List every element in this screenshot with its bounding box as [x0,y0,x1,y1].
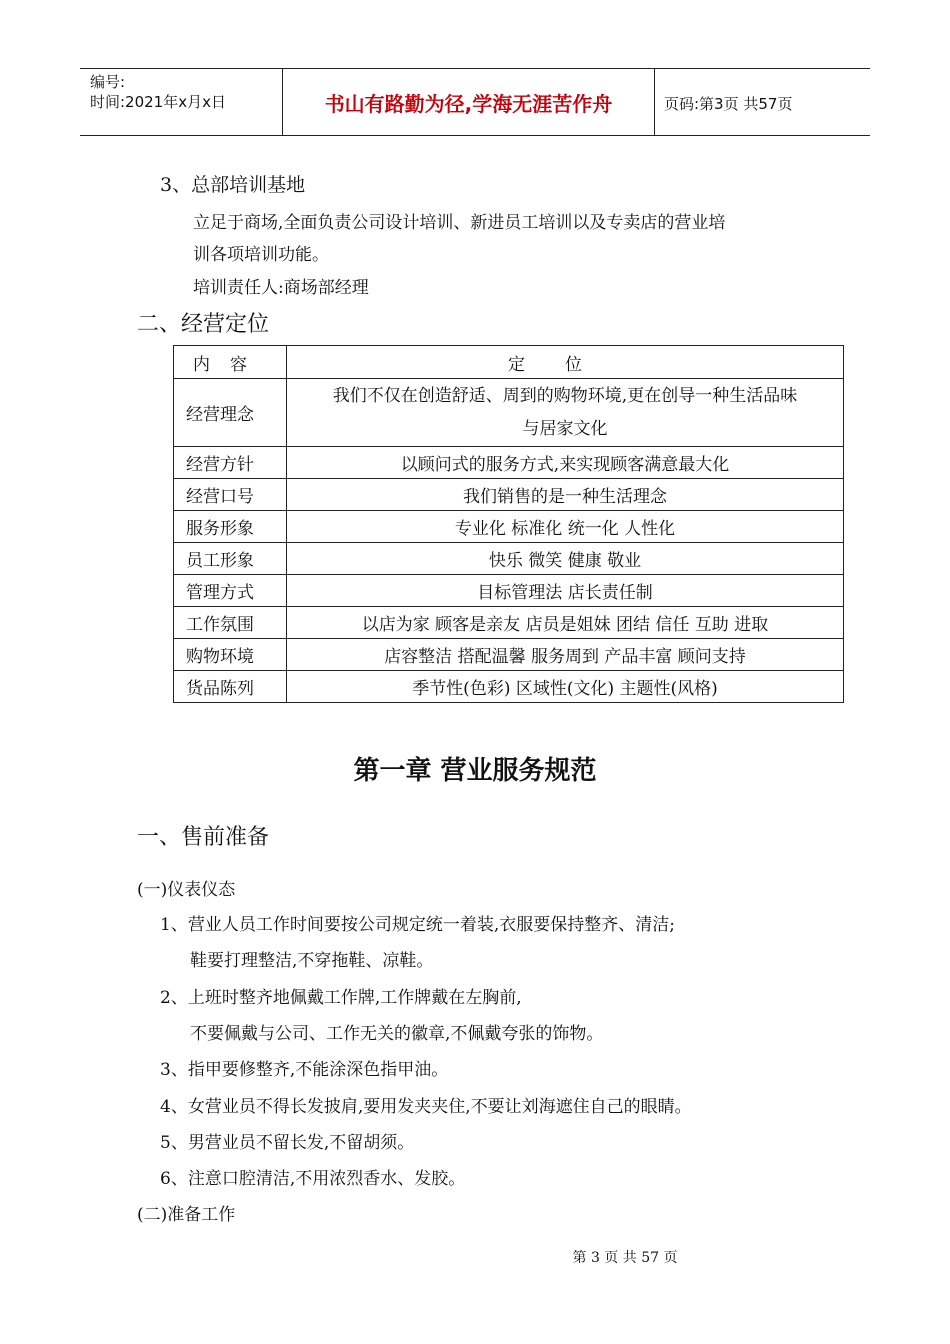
row-value: 店容整洁 搭配温馨 服务周到 产品丰富 顾问支持 [287,639,844,671]
row-value: 我们销售的是一种生活理念 [287,479,844,511]
chapter-title: 第一章 营业服务规范 [353,756,597,786]
row-value: 以顾问式的服务方式,来实现顾客满意最大化 [287,447,844,479]
row-label: 服务形象 [174,511,287,543]
section-heading-presale: 一、售前准备 [137,825,270,850]
table-row [174,479,844,511]
header-meta [90,72,226,112]
list-item: 3、指甲要修整齐,不能涂深色指甲油。 [160,1060,449,1080]
table-row [174,607,844,639]
header-page-number: 页码:第3页 共57页 [664,95,793,113]
row-value: 快乐 微笑 健康 敬业 [287,543,844,575]
header-date: 时间:2021年x月x日 [90,93,226,111]
list-item: 1、营业人员工作时间要按公司规定统一着装,衣服要保持整齐、清洁; [160,915,675,935]
section-heading-positioning: 二、经营定位 [137,312,270,337]
list-item: 4、女营业员不得长发披肩,要用发夹夹住,不要让刘海遮住自己的眼睛。 [160,1097,692,1117]
list-item: 5、男营业员不留长发,不留胡须。 [160,1133,415,1153]
row-value-line: 我们不仅在创造舒适、周到的购物环境,更在创导一种生活品味 [332,385,798,406]
list-item: 2、上班时整齐地佩戴工作牌,工作牌戴在左胸前, [160,988,522,1008]
row-label: 经营方针 [174,447,287,479]
row-value: 专业化 标准化 统一化 人性化 [287,511,844,543]
row-label: 工作氛围 [174,607,287,639]
row-value [287,379,844,447]
row-label: 员工形象 [174,543,287,575]
subheading-preparation: (二)准备工作 [137,1205,236,1225]
row-value: 目标管理法 店长责任制 [287,575,844,607]
page-footer: 第 3 页 共 57 页 [572,1250,678,1266]
table-row [174,447,844,479]
header-code: 编号: [90,73,126,91]
table-header-positioning: 定位 [287,346,844,379]
training-owner: 培训责任人:商场部经理 [193,278,369,298]
list-item: 6、注意口腔清洁,不用浓烈香水、发胶。 [160,1169,466,1189]
row-value: 季节性(色彩) 区域性(文化) 主题性(风格) [287,671,844,703]
list-item-continuation: 鞋要打理整洁,不穿拖鞋、凉鞋。 [190,951,434,971]
row-value: 以店为家 顾客是亲友 店员是姐妹 团结 信任 互助 进取 [287,607,844,639]
table-header-content: 内容 [174,346,287,379]
subheading-appearance: (一)仪表仪态 [137,880,236,900]
header-divider-right [654,68,655,135]
row-label: 管理方式 [174,575,287,607]
table-row [174,511,844,543]
table-row [174,543,844,575]
row-label: 经营理念 [174,379,287,447]
row-label: 货品陈列 [174,671,287,703]
table-row [174,639,844,671]
section-title-training-base: 3、总部培训基地 [160,174,306,196]
table-row [174,379,844,447]
paragraph-line: 立足于商场,全面负责公司设计培训、新进员工培训以及专卖店的营业培 [193,213,726,233]
positioning-table [173,345,844,703]
row-label: 经营口号 [174,479,287,511]
header-bottom-rule [80,135,870,136]
row-label: 购物环境 [174,639,287,671]
table-header-row [174,346,844,379]
row-value-line: 与居家文化 [522,418,608,439]
table-row [174,671,844,703]
paragraph-line: 训各项培训功能。 [193,245,329,265]
header-top-rule [80,68,870,69]
table-row [174,575,844,607]
header-motto: 书山有路勤为径,学海无涯苦作舟 [324,92,613,116]
list-item-continuation: 不要佩戴与公司、工作无关的徽章,不佩戴夸张的饰物。 [190,1024,604,1044]
